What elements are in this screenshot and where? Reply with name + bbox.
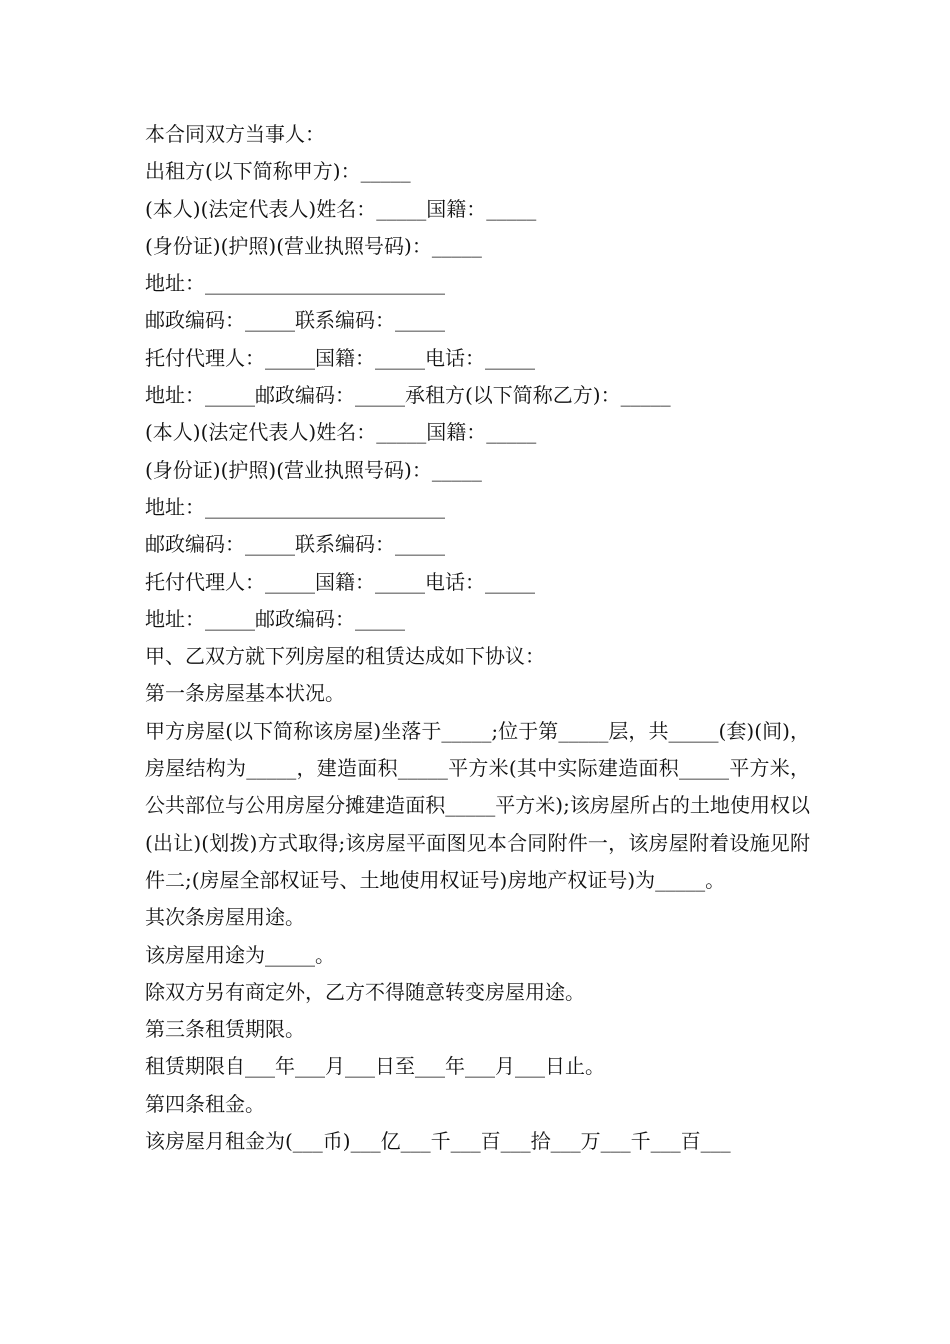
text-line: 地址：_____邮政编码：_____ (145, 606, 405, 631)
text-line: 地址：_____邮政编码：_____承租方(以下简称乙方)：_____ (145, 383, 671, 408)
text-line: 托付代理人：_____国籍：_____电话：_____ (145, 569, 535, 594)
text-line: (身份证)(护照)(营业执照号码)：_____ (145, 233, 482, 258)
text-line: 地址：________________________ (145, 494, 445, 519)
text-line: 除双方另有商定外，乙方不得随意转变房屋用途。 (145, 979, 585, 1004)
text-line: (本人)(法定代表人)姓名：_____国籍：_____ (145, 196, 537, 221)
text-line: 邮政编码：_____联系编码：_____ (145, 532, 445, 557)
section-heading: 第三条租赁期限。 (145, 1017, 305, 1042)
text-line: 该房屋月租金为(___币)___亿___千___百___拾___万___千___百___ (145, 1129, 731, 1154)
text-line: 该房屋用途为_____。 (145, 942, 335, 967)
text-line: 甲、乙双方就下列房屋的租赁达成如下协议： (145, 644, 545, 669)
section-heading: 其次条房屋用途。 (145, 905, 305, 930)
contract-body (145, 116, 810, 1160)
article-1-paragraph: 甲方房屋(以下简称该房屋)坐落于_____;位于第_____层，共_____(套)(间)，房屋结构为_____，建造面积_____平方米(其中实际建造面积_____平方米，公共部位与公用房屋分摊建造面积_____平方米);该房屋所占的土地使用权以(出让)(划拨)方式取得;该房屋平面图见本合同附件一，该房屋附着设施见附件二;(房屋全部权证号、土地使用权证号)房地产权证号)为_____。 (145, 718, 810, 892)
text-line: 租赁期限自___年___月___日至___年___月___日止。 (145, 1054, 605, 1079)
section-heading: 第一条房屋基本状况。 (145, 681, 345, 706)
text-line: 地址：________________________ (145, 271, 445, 296)
text-line: 托付代理人：_____国籍：_____电话：_____ (145, 345, 535, 370)
text-line: 邮政编码：_____联系编码：_____ (145, 308, 445, 333)
text-line: 本合同双方当事人： (145, 122, 325, 146)
text-line: (身份证)(护照)(营业执照号码)：_____ (145, 457, 482, 482)
section-heading: 第四条租金。 (145, 1091, 265, 1116)
text-line: (本人)(法定代表人)姓名：_____国籍：_____ (145, 420, 537, 445)
text-line: 出租方(以下简称甲方)：_____ (145, 159, 411, 184)
